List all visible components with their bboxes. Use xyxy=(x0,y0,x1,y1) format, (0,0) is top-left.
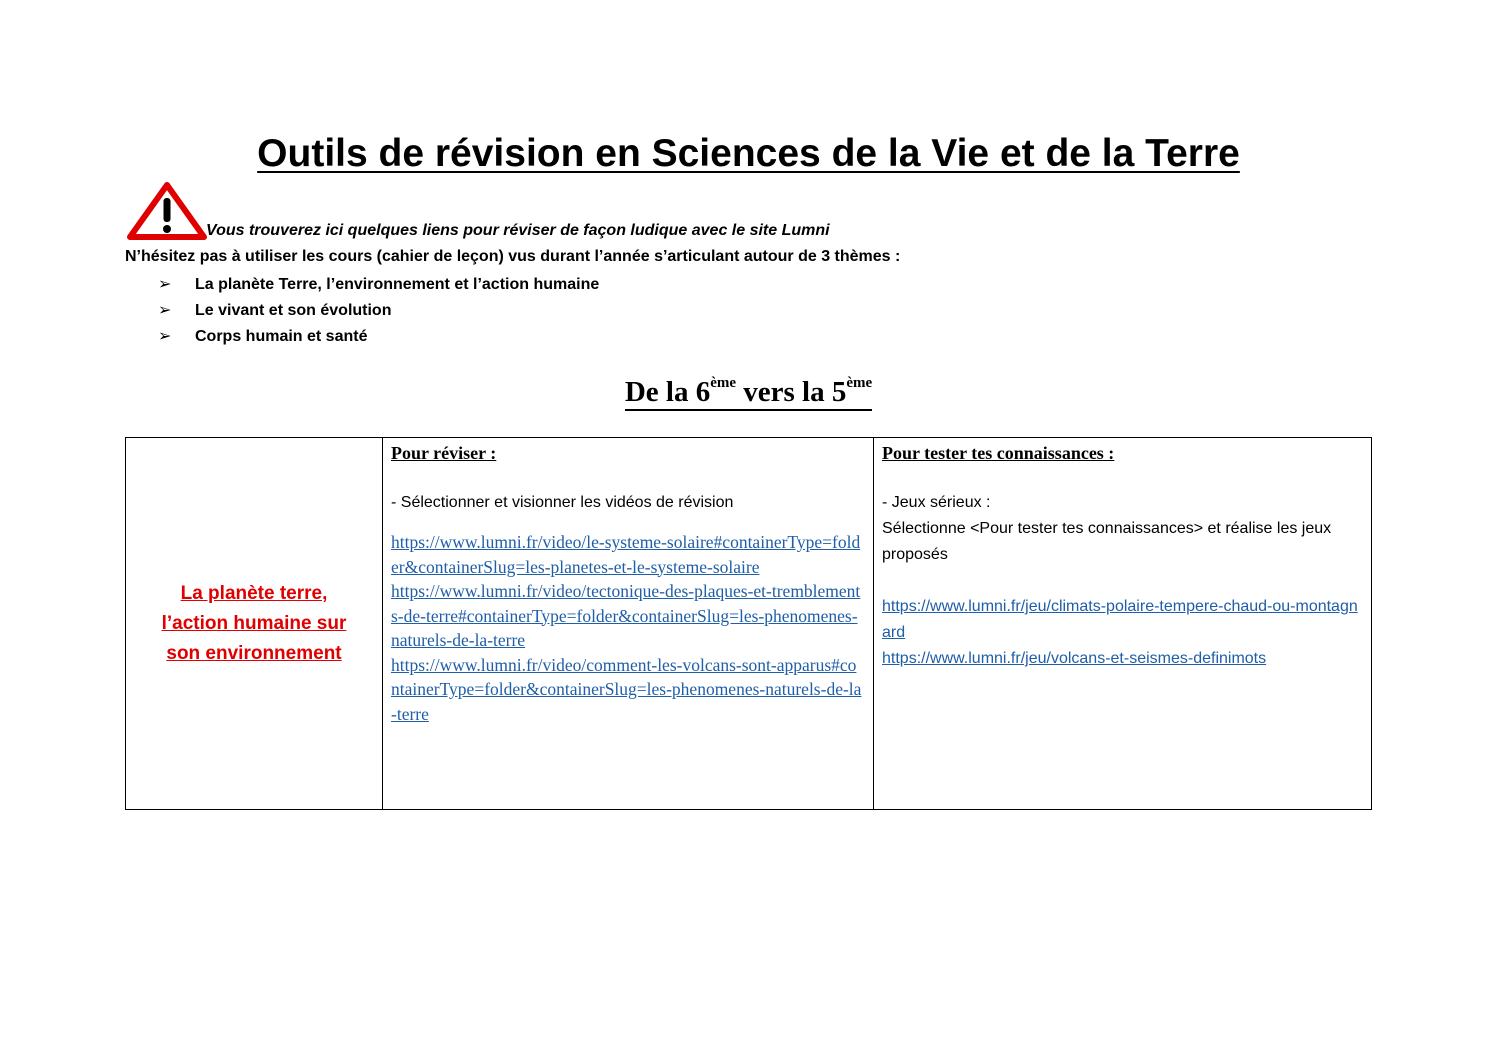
game-link[interactable]: https://www.lumni.fr/jeu/climats-polaire-tempere-chaud-ou-montagnard xyxy=(882,598,1358,641)
revise-heading: Pour réviser : xyxy=(391,443,497,463)
revise-instruction: - Sélectionner et visionner les vidéos de révision xyxy=(391,494,734,511)
revise-cell xyxy=(383,438,874,810)
level-heading: De la 6ème vers la 5ème xyxy=(0,376,1497,409)
theme-line: son environnement xyxy=(166,642,342,664)
arrow-bullet-icon: ➢ xyxy=(158,302,172,319)
test-line: - Jeux sérieux : xyxy=(882,494,991,511)
theme-list xyxy=(158,274,599,352)
revision-video-link[interactable]: https://www.lumni.fr/video/tectonique-des-plaques-et-tremblements-de-terre#containerType=folder&containerSlug=les-phenomenes-naturels-de-la-terre xyxy=(391,581,861,650)
theme-line: l’action humaine sur xyxy=(161,612,347,634)
theme-item: ➢ La planète Terre, l’environnement et l’action humaine xyxy=(158,274,599,300)
intro-text: Vous trouverez ici quelques liens pour réviser de façon ludique avec le site Lumni xyxy=(206,222,830,239)
game-link[interactable]: https://www.lumni.fr/jeu/volcans-et-seismes-definimots xyxy=(882,650,1267,667)
test-cell xyxy=(874,438,1372,810)
table-row xyxy=(126,438,1372,810)
theme-item: ➢ Corps humain et santé xyxy=(158,326,599,352)
revision-video-link[interactable]: https://www.lumni.fr/video/le-systeme-solaire#containerType=folder&containerSlug=les-planetes-et-le-systeme-solaire xyxy=(391,532,861,577)
page-title: Outils de révision en Sciences de la Vie et de la Terre xyxy=(257,132,1240,175)
theme-item: ➢ Le vivant et son évolution xyxy=(158,300,599,326)
test-heading: Pour tester tes connaissances : xyxy=(882,443,1115,463)
test-instruction: Sélectionne <Pour tester tes connaissances> et réalise les jeux proposés xyxy=(882,520,1332,563)
revision-table xyxy=(125,437,1372,810)
revision-video-link[interactable]: https://www.lumni.fr/video/comment-les-volcans-sont-apparus#containerType=folder&containerSlug=les-phenomenes-naturels-de-la-terre xyxy=(391,654,862,724)
warning-icon xyxy=(127,182,207,240)
arrow-bullet-icon: ➢ xyxy=(158,276,172,293)
note-text: N’hésitez pas à utiliser les cours (cahier de leçon) vus durant l’année s’articulant autour de 3 thèmes : xyxy=(125,248,901,265)
theme-cell xyxy=(126,438,383,810)
arrow-bullet-icon: ➢ xyxy=(158,328,172,345)
theme-line: La planète terre, xyxy=(180,582,328,604)
